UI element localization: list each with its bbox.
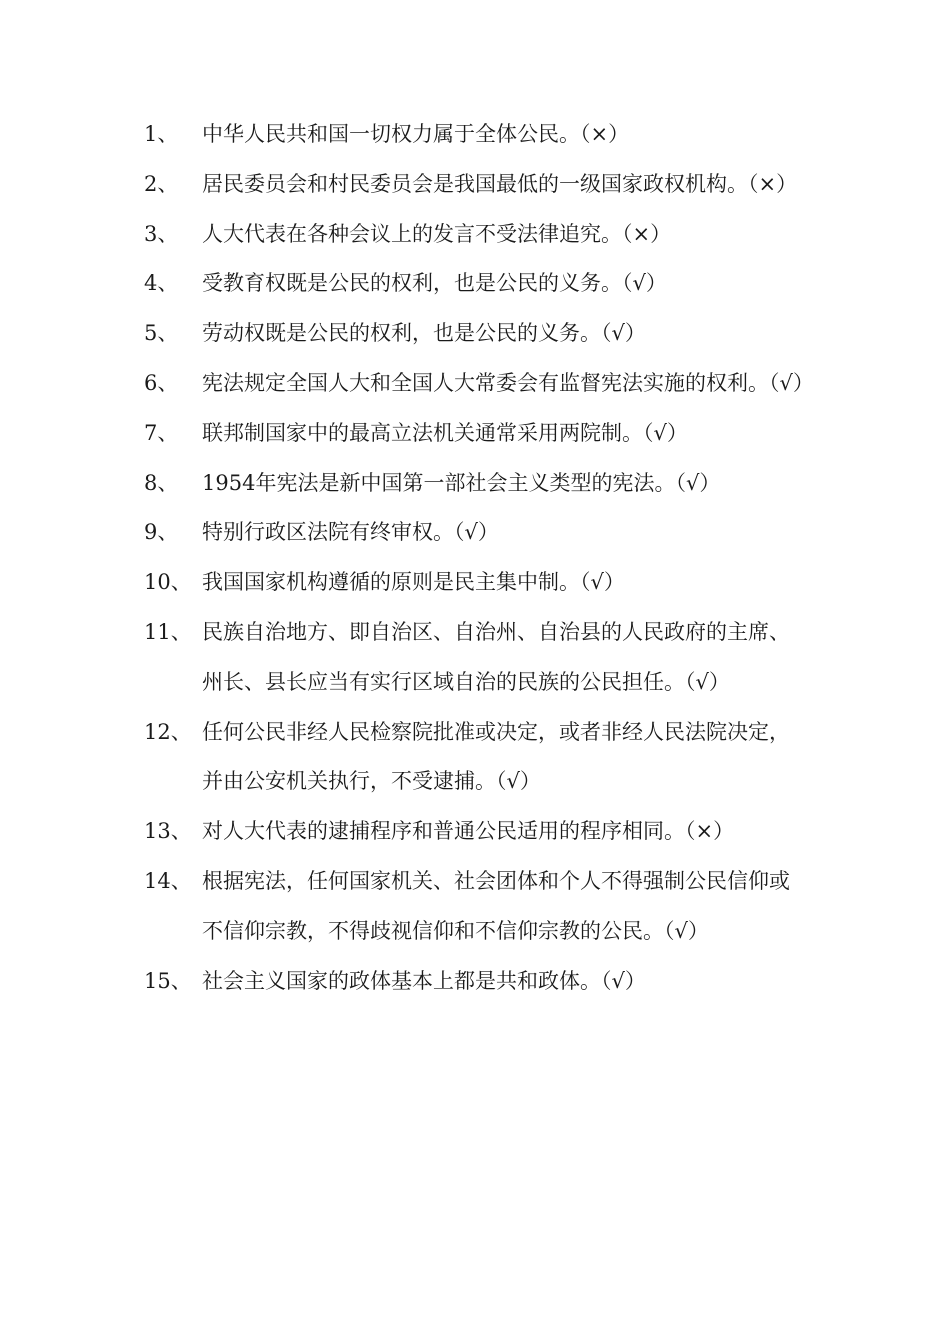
question-item bbox=[144, 259, 824, 309]
question-text: 居民委员会和村民委员会是我国最低的一级国家政权机构。（×） bbox=[202, 171, 798, 196]
question-text: 民族自治地方、即自治区、自治州、自治县的人民政府的主席、州长、县长应当有实行区域自治的民族的公民担任。（√） bbox=[202, 619, 790, 694]
question-item bbox=[144, 857, 824, 957]
question-text: 社会主义国家的政体基本上都是共和政体。（√） bbox=[202, 968, 646, 993]
question-number: 2、 bbox=[144, 171, 179, 196]
question-text: 任何公民非经人民检察院批准或决定，或者非经人民法院决定，并由公安机关执行，不受逮捕。（√） bbox=[202, 719, 790, 794]
question-item bbox=[144, 608, 824, 708]
question-text: 根据宪法，任何国家机关、社会团体和个人不得强制公民信仰或不信仰宗教，不得歧视信仰和不信仰宗教的公民。（√） bbox=[202, 868, 790, 943]
question-number: 6、 bbox=[144, 370, 179, 395]
question-text: 1954年宪法是新中国第一部社会主义类型的宪法。（√） bbox=[202, 470, 721, 495]
question-item bbox=[144, 110, 824, 160]
question-text: 中华人民共和国一切权力属于全体公民。（×） bbox=[202, 122, 630, 146]
question-number: 12、 bbox=[144, 719, 192, 744]
question-number: 4、 bbox=[144, 271, 179, 296]
question-text: 我国国家机构遵循的原则是民主集中制。（√） bbox=[202, 570, 625, 595]
question-number: 10、 bbox=[144, 570, 192, 595]
question-number: 5、 bbox=[144, 321, 179, 346]
question-text: 特别行政区法院有终审权。（√） bbox=[202, 520, 499, 545]
question-item bbox=[144, 359, 824, 409]
question-number: 14、 bbox=[144, 868, 192, 893]
question-item bbox=[144, 409, 824, 459]
question-number: 3、 bbox=[144, 221, 179, 246]
question-item bbox=[144, 508, 824, 558]
question-number: 1、 bbox=[144, 122, 179, 146]
question-number: 11、 bbox=[144, 619, 192, 644]
question-list bbox=[144, 110, 824, 1006]
question-item bbox=[144, 957, 824, 1007]
question-number: 13、 bbox=[144, 819, 192, 844]
question-text: 对人大代表的逮捕程序和普通公民适用的程序相同。（×） bbox=[202, 819, 735, 844]
question-item bbox=[144, 160, 824, 210]
question-item bbox=[144, 708, 824, 808]
question-number: 7、 bbox=[144, 420, 179, 445]
question-number: 8、 bbox=[144, 470, 179, 495]
question-text: 受教育权既是公民的权利，也是公民的义务。（√） bbox=[202, 271, 667, 296]
question-item bbox=[144, 309, 824, 359]
question-item bbox=[144, 807, 824, 857]
question-item bbox=[144, 459, 824, 509]
question-text: 宪法规定全国人大和全国人大常委会有监督宪法实施的权利。（√） bbox=[202, 370, 814, 395]
question-text: 劳动权既是公民的权利，也是公民的义务。（√） bbox=[202, 321, 646, 346]
question-item bbox=[144, 210, 824, 260]
question-item bbox=[144, 558, 824, 608]
question-text: 人大代表在各种会议上的发言不受法律追究。（×） bbox=[202, 221, 672, 246]
question-text: 联邦制国家中的最高立法机关通常采用两院制。（√） bbox=[202, 420, 688, 445]
question-number: 15、 bbox=[144, 968, 192, 993]
question-number: 9、 bbox=[144, 520, 179, 545]
